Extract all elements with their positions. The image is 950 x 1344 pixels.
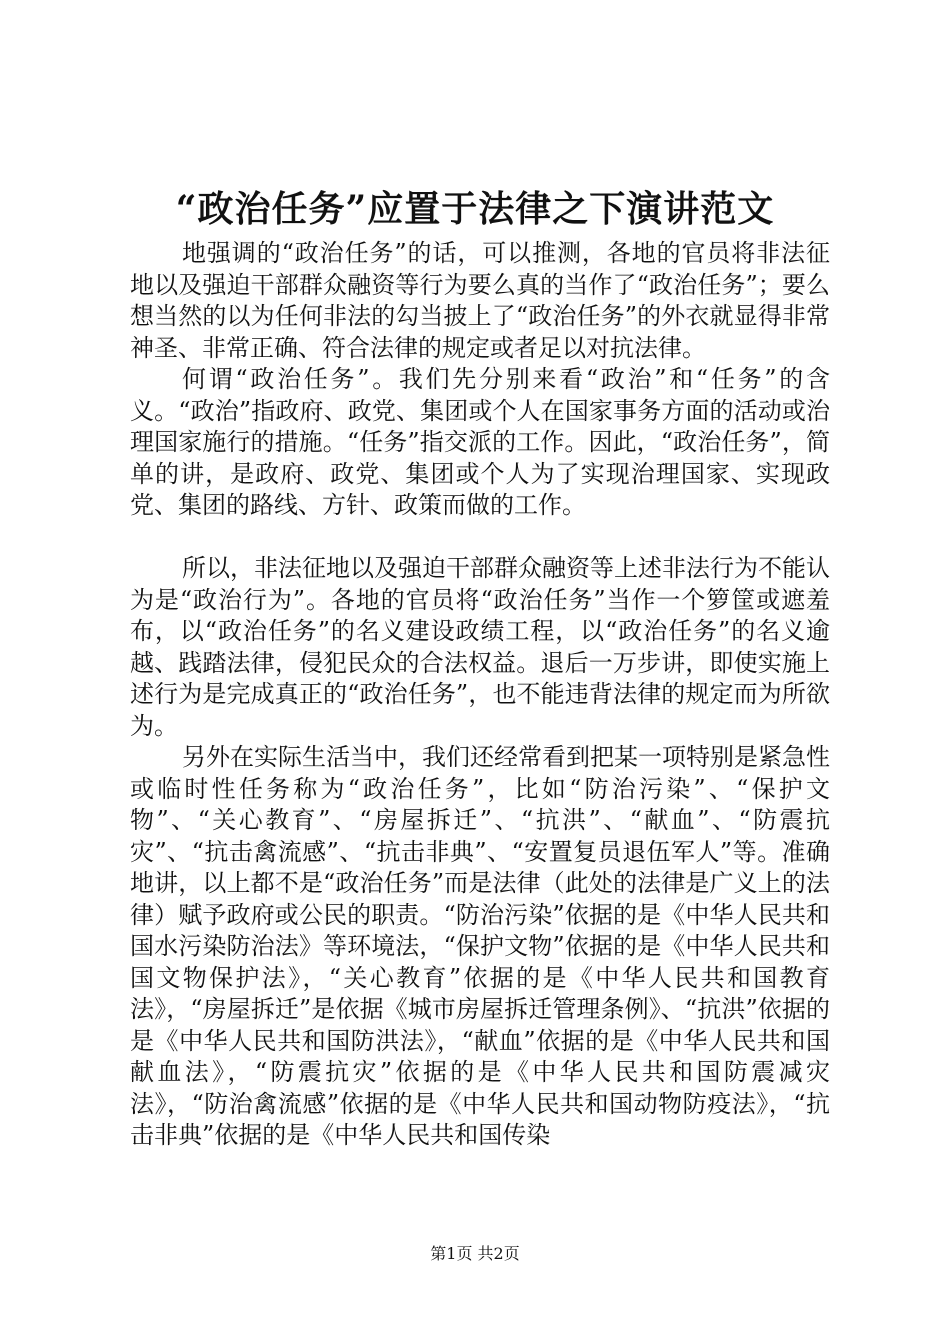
- document-body: [130, 238, 830, 1152]
- paragraph-4: 另外在实际生活当中，我们还经常看到把某一项特别是紧急性或临时性任务称为“政治任务”，比如“防治污染”、“保护文物”、“关心教育”、“房屋拆迁”、“抗洪”、“献血”、“防震抗灾”、“抗击禽流感”、“抗击非典”、“安置复员退伍军人”等。准确地讲，以上都不是“政治任务”而是法律（此处的法律是广义上的法律）赋予政府或公民的职责。“防治污染”依据的是《中华人民共和国水污染防治法》等环境法，“保护文物”依据的是《中华人民共和国文物保护法》，“关心教育”依据的是《中华人民共和国教育法》，“房屋拆迁”是依据《城市房屋拆迁管理条例》、“抗洪”依据的是《中华人民共和国防洪法》，“献血”依据的是《中华人民共和国献血法》，“防震抗灾”依据的是《中华人民共和国防震减灾法》，“防治禽流感”依据的是《中华人民共和国动物防疫法》，“抗击非典”依据的是《中华人民共和国传染: [130, 743, 830, 1149]
- paragraph-2: 何谓“政治任务”。我们先分别来看“政治”和“任务”的含义。“政治”指政府、政党、集团或个人在国家事务方面的活动或治理国家施行的措施。“任务”指交派的工作。因此，“政治任务”，简单的讲，是政府、政党、集团或个人为了实现治理国家、实现政党、集团的路线、方针、政策而做的工作。: [130, 365, 830, 519]
- paragraph-gap: [130, 522, 830, 554]
- paragraph-3: 所以，非法征地以及强迫干部群众融资等上述非法行为不能认为是“政治行为”。各地的官员将“政治任务”当作一个箩筐或遮羞布，以“政治任务”的名义建设政绩工程，以“政治任务”的名义逾越、践踏法律，侵犯民众的合法权益。退后一万步讲，即使实施上述行为是完成真正的“政治任务”，也不能违背法律的规定而为所欲为。: [130, 554, 830, 740]
- page-number-footer: 第1页 共2页: [430, 1244, 520, 1263]
- paragraph-1: 地强调的“政治任务”的话，可以推测，各地的官员将非法征地以及强迫干部群众融资等行为要么真的当作了“政治任务”；要么想当然的以为任何非法的勾当披上了“政治任务”的外衣就显得非常神圣、非常正确、符合法律的规定或者足以对抗法律。: [130, 239, 830, 362]
- document-title: “政治任务”应置于法律之下演讲范文: [175, 188, 775, 230]
